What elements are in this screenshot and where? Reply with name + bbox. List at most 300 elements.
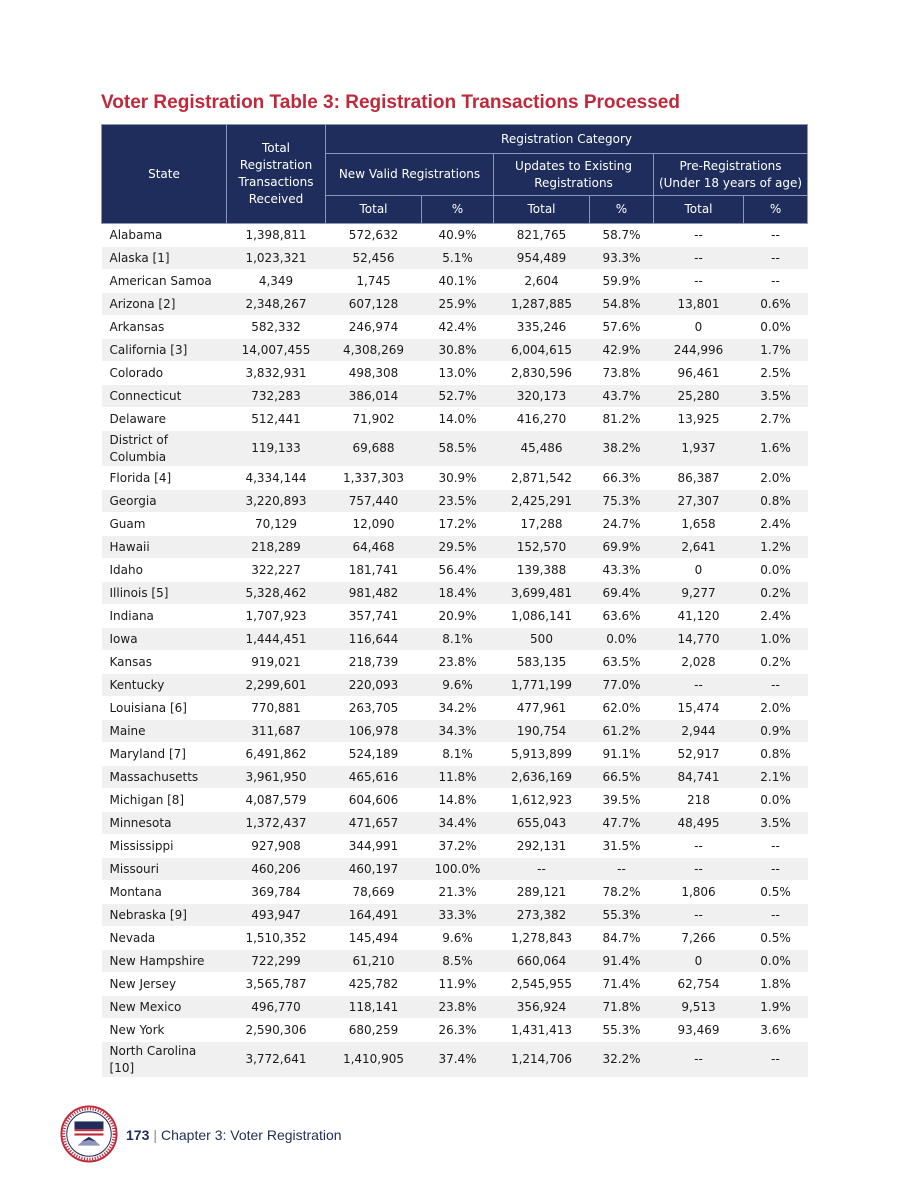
cell-new-pct: 20.9% [422, 605, 494, 628]
cell-state: Missouri [102, 858, 227, 881]
cell-updates-pct: 71.8% [590, 996, 654, 1019]
header-pre-pct: % [744, 196, 808, 224]
cell-new-pct: 18.4% [422, 582, 494, 605]
cell-state: Maine [102, 720, 227, 743]
cell-updates-pct: 66.5% [590, 766, 654, 789]
table-row [102, 339, 808, 362]
cell-pre-pct: 0.0% [744, 789, 808, 812]
cell-updates-pct: 66.3% [590, 467, 654, 490]
page-title: Voter Registration Table 3: Registration Transactions Processed [101, 92, 680, 113]
cell-pre-total: 13,925 [654, 408, 744, 431]
cell-pre-pct: 2.0% [744, 697, 808, 720]
cell-new-pct: 52.7% [422, 385, 494, 408]
cell-pre-total: 244,996 [654, 339, 744, 362]
eac-seal-icon [60, 1105, 118, 1163]
footer-text [126, 1127, 342, 1143]
cell-updates-pct: 91.1% [590, 743, 654, 766]
cell-updates-pct: 42.9% [590, 339, 654, 362]
cell-total-received: 14,007,455 [227, 339, 326, 362]
cell-new-total: 220,093 [326, 674, 422, 697]
cell-updates-total: 190,754 [494, 720, 590, 743]
cell-updates-pct: 91.4% [590, 950, 654, 973]
cell-pre-total: 93,469 [654, 1019, 744, 1042]
table-row [102, 697, 808, 720]
table-row [102, 904, 808, 927]
cell-updates-pct: 38.2% [590, 431, 654, 467]
table-row [102, 1042, 808, 1078]
cell-pre-pct: -- [744, 224, 808, 247]
cell-state: Georgia [102, 490, 227, 513]
cell-state: Minnesota [102, 812, 227, 835]
cell-state: Idaho [102, 559, 227, 582]
cell-updates-pct: 43.7% [590, 385, 654, 408]
chapter-label: Chapter 3: Voter Registration [161, 1127, 342, 1143]
table-row [102, 858, 808, 881]
cell-pre-total: 218 [654, 789, 744, 812]
cell-new-pct: 37.4% [422, 1042, 494, 1078]
header-new-pct: % [422, 196, 494, 224]
cell-state: Indiana [102, 605, 227, 628]
cell-state: North Carolina [10] [102, 1042, 227, 1078]
cell-pre-pct: 0.8% [744, 743, 808, 766]
cell-total-received: 1,023,321 [227, 247, 326, 270]
cell-state: Nebraska [9] [102, 904, 227, 927]
cell-state: California [3] [102, 339, 227, 362]
cell-new-total: 106,978 [326, 720, 422, 743]
cell-new-total: 1,410,905 [326, 1042, 422, 1078]
cell-pre-pct: 0.5% [744, 927, 808, 950]
cell-updates-pct: 39.5% [590, 789, 654, 812]
cell-updates-pct: 55.3% [590, 1019, 654, 1042]
cell-new-total: 498,308 [326, 362, 422, 385]
table-row [102, 490, 808, 513]
table-row [102, 812, 808, 835]
cell-new-total: 757,440 [326, 490, 422, 513]
cell-new-total: 680,259 [326, 1019, 422, 1042]
cell-updates-pct: 54.8% [590, 293, 654, 316]
cell-new-pct: 9.6% [422, 927, 494, 950]
cell-pre-total: 2,944 [654, 720, 744, 743]
cell-pre-pct: 2.5% [744, 362, 808, 385]
cell-total-received: 3,565,787 [227, 973, 326, 996]
cell-new-total: 61,210 [326, 950, 422, 973]
cell-pre-total: 9,513 [654, 996, 744, 1019]
cell-pre-total: -- [654, 1042, 744, 1078]
cell-pre-pct: 2.4% [744, 605, 808, 628]
cell-updates-total: 1,086,141 [494, 605, 590, 628]
cell-state: Louisiana [6] [102, 697, 227, 720]
cell-new-pct: 11.8% [422, 766, 494, 789]
cell-pre-pct: 2.4% [744, 513, 808, 536]
cell-updates-pct: 81.2% [590, 408, 654, 431]
table-row [102, 789, 808, 812]
cell-new-pct: 23.5% [422, 490, 494, 513]
cell-updates-total: 2,871,542 [494, 467, 590, 490]
page-number: 173 [126, 1127, 150, 1143]
cell-pre-total: 25,280 [654, 385, 744, 408]
table-row [102, 536, 808, 559]
header-new-total: Total [326, 196, 422, 224]
cell-pre-total: 13,801 [654, 293, 744, 316]
cell-updates-total: 17,288 [494, 513, 590, 536]
cell-updates-total: 356,924 [494, 996, 590, 1019]
cell-updates-pct: 62.0% [590, 697, 654, 720]
cell-updates-pct: 55.3% [590, 904, 654, 927]
cell-updates-total: 152,570 [494, 536, 590, 559]
cell-total-received: 2,348,267 [227, 293, 326, 316]
cell-updates-pct: 57.6% [590, 316, 654, 339]
cell-updates-pct: 69.4% [590, 582, 654, 605]
cell-total-received: 3,220,893 [227, 490, 326, 513]
cell-pre-total: 48,495 [654, 812, 744, 835]
cell-updates-total: 289,121 [494, 881, 590, 904]
header-total-received: Total Registration Transactions Received [227, 125, 326, 224]
cell-pre-pct: -- [744, 270, 808, 293]
cell-updates-total: 2,636,169 [494, 766, 590, 789]
cell-pre-pct: 0.5% [744, 881, 808, 904]
cell-pre-total: 15,474 [654, 697, 744, 720]
cell-total-received: 1,372,437 [227, 812, 326, 835]
cell-pre-total: -- [654, 224, 744, 247]
table-row [102, 559, 808, 582]
cell-pre-total: 1,937 [654, 431, 744, 467]
cell-pre-total: -- [654, 270, 744, 293]
cell-updates-total: 2,604 [494, 270, 590, 293]
table-row [102, 385, 808, 408]
table-row [102, 316, 808, 339]
cell-pre-pct: 1.7% [744, 339, 808, 362]
cell-new-total: 78,669 [326, 881, 422, 904]
cell-new-total: 4,308,269 [326, 339, 422, 362]
cell-new-total: 471,657 [326, 812, 422, 835]
cell-new-total: 116,644 [326, 628, 422, 651]
cell-pre-pct: 1.8% [744, 973, 808, 996]
cell-new-total: 164,491 [326, 904, 422, 927]
cell-total-received: 722,299 [227, 950, 326, 973]
cell-new-total: 218,739 [326, 651, 422, 674]
cell-state: Colorado [102, 362, 227, 385]
cell-total-received: 493,947 [227, 904, 326, 927]
cell-new-pct: 23.8% [422, 996, 494, 1019]
table-row [102, 293, 808, 316]
cell-pre-total: -- [654, 674, 744, 697]
cell-total-received: 218,289 [227, 536, 326, 559]
table-row [102, 513, 808, 536]
cell-updates-total: 45,486 [494, 431, 590, 467]
cell-updates-pct: 63.5% [590, 651, 654, 674]
page-footer [60, 1104, 342, 1164]
cell-updates-pct: 31.5% [590, 835, 654, 858]
cell-pre-total: 0 [654, 950, 744, 973]
cell-new-total: 12,090 [326, 513, 422, 536]
cell-state: Maryland [7] [102, 743, 227, 766]
cell-new-pct: 40.9% [422, 224, 494, 247]
table-row [102, 881, 808, 904]
table-row [102, 651, 808, 674]
cell-pre-pct: 0.2% [744, 582, 808, 605]
cell-new-total: 145,494 [326, 927, 422, 950]
cell-pre-total: 84,741 [654, 766, 744, 789]
cell-pre-total: 2,641 [654, 536, 744, 559]
cell-state: Illinois [5] [102, 582, 227, 605]
header-updates: Updates to Existing Registrations [494, 154, 654, 196]
header-new-valid: New Valid Registrations [326, 154, 494, 196]
cell-pre-pct: -- [744, 835, 808, 858]
cell-pre-total: 96,461 [654, 362, 744, 385]
cell-pre-pct: 1.9% [744, 996, 808, 1019]
cell-new-total: 604,606 [326, 789, 422, 812]
cell-total-received: 369,784 [227, 881, 326, 904]
cell-pre-total: 1,806 [654, 881, 744, 904]
table-row [102, 950, 808, 973]
cell-pre-total: 86,387 [654, 467, 744, 490]
cell-updates-pct: 69.9% [590, 536, 654, 559]
cell-new-total: 607,128 [326, 293, 422, 316]
cell-state: Montana [102, 881, 227, 904]
cell-total-received: 1,398,811 [227, 224, 326, 247]
cell-new-total: 981,482 [326, 582, 422, 605]
cell-pre-pct: 2.7% [744, 408, 808, 431]
cell-total-received: 919,021 [227, 651, 326, 674]
cell-state: Arkansas [102, 316, 227, 339]
cell-pre-pct: 3.5% [744, 812, 808, 835]
cell-state: Connecticut [102, 385, 227, 408]
cell-pre-pct: 3.6% [744, 1019, 808, 1042]
table-row [102, 743, 808, 766]
table-row [102, 582, 808, 605]
cell-pre-pct: 0.0% [744, 316, 808, 339]
cell-total-received: 732,283 [227, 385, 326, 408]
cell-updates-pct: 24.7% [590, 513, 654, 536]
cell-updates-total: 1,214,706 [494, 1042, 590, 1078]
cell-total-received: 582,332 [227, 316, 326, 339]
table-row [102, 927, 808, 950]
cell-new-pct: 8.1% [422, 628, 494, 651]
table-body [102, 224, 808, 1078]
cell-new-total: 69,688 [326, 431, 422, 467]
cell-state: New Hampshire [102, 950, 227, 973]
table-row [102, 408, 808, 431]
cell-new-pct: 14.0% [422, 408, 494, 431]
cell-pre-pct: 0.9% [744, 720, 808, 743]
cell-updates-total: 2,425,291 [494, 490, 590, 513]
cell-pre-pct: 0.6% [744, 293, 808, 316]
cell-updates-total: 1,287,885 [494, 293, 590, 316]
header-pre-total: Total [654, 196, 744, 224]
cell-state: Guam [102, 513, 227, 536]
cell-new-total: 344,991 [326, 835, 422, 858]
cell-total-received: 2,590,306 [227, 1019, 326, 1042]
cell-total-received: 927,908 [227, 835, 326, 858]
cell-updates-total: 320,173 [494, 385, 590, 408]
cell-total-received: 3,832,931 [227, 362, 326, 385]
table-row [102, 605, 808, 628]
cell-pre-total: 7,266 [654, 927, 744, 950]
cell-total-received: 119,133 [227, 431, 326, 467]
cell-total-received: 496,770 [227, 996, 326, 1019]
cell-new-pct: 8.5% [422, 950, 494, 973]
cell-pre-pct: 1.0% [744, 628, 808, 651]
cell-total-received: 512,441 [227, 408, 326, 431]
cell-new-pct: 29.5% [422, 536, 494, 559]
cell-state: New Mexico [102, 996, 227, 1019]
cell-pre-total: 52,917 [654, 743, 744, 766]
cell-updates-pct: 84.7% [590, 927, 654, 950]
table-row [102, 270, 808, 293]
cell-updates-total: 583,135 [494, 651, 590, 674]
cell-state: Delaware [102, 408, 227, 431]
cell-total-received: 1,510,352 [227, 927, 326, 950]
cell-updates-total: 1,278,843 [494, 927, 590, 950]
header-pre-registrations: Pre-Registrations (Under 18 years of age) [654, 154, 808, 196]
cell-updates-total: 2,545,955 [494, 973, 590, 996]
cell-updates-pct: 59.9% [590, 270, 654, 293]
cell-updates-total: 273,382 [494, 904, 590, 927]
cell-new-total: 118,141 [326, 996, 422, 1019]
cell-updates-pct: 71.4% [590, 973, 654, 996]
cell-new-pct: 14.8% [422, 789, 494, 812]
cell-updates-pct: 77.0% [590, 674, 654, 697]
cell-new-pct: 13.0% [422, 362, 494, 385]
cell-updates-total: 954,489 [494, 247, 590, 270]
cell-updates-pct: 61.2% [590, 720, 654, 743]
cell-pre-total: 0 [654, 316, 744, 339]
cell-new-pct: 34.2% [422, 697, 494, 720]
cell-total-received: 3,772,641 [227, 1042, 326, 1078]
table-row [102, 720, 808, 743]
cell-state: Florida [4] [102, 467, 227, 490]
cell-total-received: 311,687 [227, 720, 326, 743]
cell-new-total: 460,197 [326, 858, 422, 881]
cell-updates-total: 416,270 [494, 408, 590, 431]
cell-new-pct: 25.9% [422, 293, 494, 316]
table-row [102, 467, 808, 490]
cell-pre-total: -- [654, 858, 744, 881]
table-row [102, 835, 808, 858]
cell-new-pct: 56.4% [422, 559, 494, 582]
cell-new-total: 71,902 [326, 408, 422, 431]
cell-pre-total: 41,120 [654, 605, 744, 628]
cell-updates-total: 3,699,481 [494, 582, 590, 605]
header-registration-category: Registration Category [326, 125, 808, 154]
cell-pre-pct: -- [744, 1042, 808, 1078]
cell-updates-total: 335,246 [494, 316, 590, 339]
cell-new-total: 386,014 [326, 385, 422, 408]
cell-pre-pct: 3.5% [744, 385, 808, 408]
cell-pre-pct: 0.0% [744, 559, 808, 582]
cell-updates-total: 660,064 [494, 950, 590, 973]
cell-new-pct: 42.4% [422, 316, 494, 339]
cell-pre-pct: -- [744, 858, 808, 881]
cell-updates-total: 821,765 [494, 224, 590, 247]
cell-updates-total: 1,612,923 [494, 789, 590, 812]
cell-new-pct: 100.0% [422, 858, 494, 881]
table-row [102, 674, 808, 697]
cell-new-pct: 58.5% [422, 431, 494, 467]
cell-new-pct: 17.2% [422, 513, 494, 536]
cell-updates-total: 655,043 [494, 812, 590, 835]
cell-new-total: 1,745 [326, 270, 422, 293]
cell-pre-pct: 0.8% [744, 490, 808, 513]
header-updates-total: Total [494, 196, 590, 224]
table-row [102, 973, 808, 996]
cell-updates-pct: 75.3% [590, 490, 654, 513]
cell-state: Arizona [2] [102, 293, 227, 316]
cell-total-received: 70,129 [227, 513, 326, 536]
cell-pre-total: 62,754 [654, 973, 744, 996]
cell-updates-pct: 78.2% [590, 881, 654, 904]
cell-total-received: 322,227 [227, 559, 326, 582]
cell-new-total: 572,632 [326, 224, 422, 247]
cell-updates-total: 2,830,596 [494, 362, 590, 385]
cell-state: Mississippi [102, 835, 227, 858]
cell-updates-pct: -- [590, 858, 654, 881]
cell-pre-total: 27,307 [654, 490, 744, 513]
cell-new-pct: 5.1% [422, 247, 494, 270]
cell-new-pct: 9.6% [422, 674, 494, 697]
cell-updates-pct: 32.2% [590, 1042, 654, 1078]
cell-total-received: 1,444,451 [227, 628, 326, 651]
cell-new-total: 246,974 [326, 316, 422, 339]
cell-pre-pct: 0.2% [744, 651, 808, 674]
cell-pre-pct: -- [744, 904, 808, 927]
cell-pre-pct: 0.0% [744, 950, 808, 973]
cell-updates-pct: 43.3% [590, 559, 654, 582]
cell-pre-total: 1,658 [654, 513, 744, 536]
cell-pre-total: -- [654, 247, 744, 270]
cell-updates-total: 1,431,413 [494, 1019, 590, 1042]
cell-total-received: 6,491,862 [227, 743, 326, 766]
cell-updates-pct: 47.7% [590, 812, 654, 835]
cell-total-received: 4,334,144 [227, 467, 326, 490]
cell-pre-total: -- [654, 904, 744, 927]
cell-state: Michigan [8] [102, 789, 227, 812]
cell-pre-total: 14,770 [654, 628, 744, 651]
cell-pre-pct: 2.1% [744, 766, 808, 789]
cell-total-received: 1,707,923 [227, 605, 326, 628]
table-row [102, 766, 808, 789]
cell-state: Nevada [102, 927, 227, 950]
cell-new-total: 465,616 [326, 766, 422, 789]
cell-updates-pct: 73.8% [590, 362, 654, 385]
cell-updates-pct: 93.3% [590, 247, 654, 270]
cell-new-total: 52,456 [326, 247, 422, 270]
table-row [102, 996, 808, 1019]
cell-updates-total: 477,961 [494, 697, 590, 720]
cell-state: Kansas [102, 651, 227, 674]
cell-new-total: 64,468 [326, 536, 422, 559]
cell-updates-pct: 0.0% [590, 628, 654, 651]
cell-new-total: 181,741 [326, 559, 422, 582]
cell-pre-pct: -- [744, 247, 808, 270]
cell-new-total: 425,782 [326, 973, 422, 996]
cell-pre-total: -- [654, 835, 744, 858]
cell-new-total: 524,189 [326, 743, 422, 766]
cell-state: Massachusetts [102, 766, 227, 789]
cell-state: New York [102, 1019, 227, 1042]
footer-separator: | [153, 1127, 157, 1143]
registration-table [101, 124, 808, 1078]
table-row [102, 224, 808, 247]
cell-new-pct: 30.9% [422, 467, 494, 490]
cell-new-total: 263,705 [326, 697, 422, 720]
cell-updates-pct: 58.7% [590, 224, 654, 247]
cell-total-received: 460,206 [227, 858, 326, 881]
cell-new-pct: 26.3% [422, 1019, 494, 1042]
cell-total-received: 4,087,579 [227, 789, 326, 812]
cell-updates-total: 292,131 [494, 835, 590, 858]
cell-new-pct: 33.3% [422, 904, 494, 927]
